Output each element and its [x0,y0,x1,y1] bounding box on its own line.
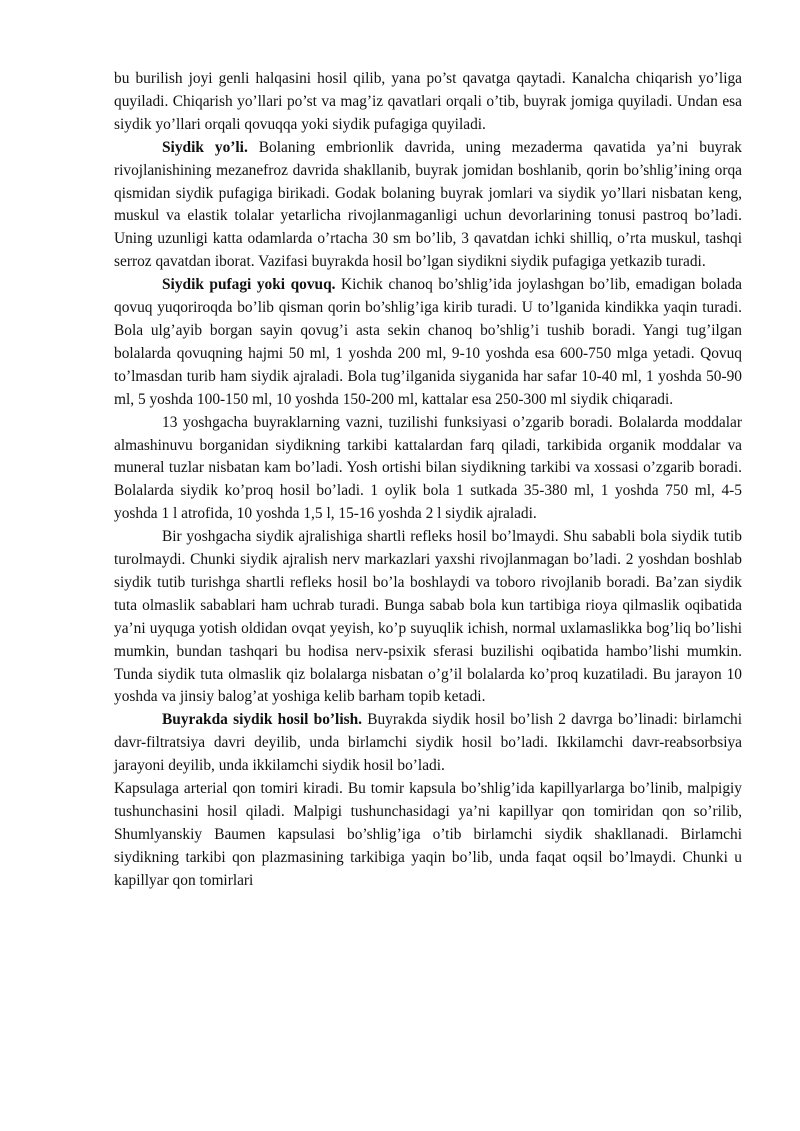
paragraph-buyraklar-vazni [114,412,742,527]
paragraph-text: 13 yoshgacha buyraklarning vazni, tuzilishi funksiyasi o’zgarib boradi. Bolalarda moddalar almashinuvu borganidan siydikning tarkibi kattalardan farq qiladi, tarkibida organik moddalar va muneral tuzlar nisbatan kam bo’ladi. Yosh ortishi bilan siydikning tarkibi va xossasi o’zgarib boradi. Bolalarda siydik ko’proq hosil bo’ladi. 1 oylik bola 1 sutkada 35-380 ml, 1 yoshda 750 ml, 4-5 yoshda 1 l atrofida, 10 yoshda 1,5 l, 15-16 yoshda 2 l siydik ajraladi. [114,413,742,523]
paragraph-siydik-hosil-bolish [114,709,742,778]
paragraph-shartli-refleks [114,526,742,709]
paragraph-kapsula [114,778,742,893]
paragraph-text: Bir yoshgacha siydik ajralishiga shartli refleks hosil bo’lmaydi. Shu sababli bola siydik tutib turolmaydi. Chunki siydik ajralish nerv markazlari yaxshi rivojlanmagan bo’ladi. 2 yoshdan boshlab siydik tutib turishga shartli refleks hosil bo’la boshlaydi va toboro rivojlanib boradi. Ba’zan siydik tuta olmaslik sabablari ham uchrab turadi. Bunga sabab bola kun tartibiga rioya qilmaslik oqibatida ya’ni uyquga yotish oldidan ovqat yeyish, ko’p suyuqlik ichish, normal uxlamaslikka bog’liq bo’lishi mumkin, bundan tashqari bu hodisa nerv-psixik sferasi buzilishi oqibatida hambo’lishi mumkin. Tunda siydik tuta olmaslik qiz bolalarga nisbatan o’g’il bolalarda ko’proq kuzatiladi. Bu jarayon 10 yoshda va jinsiy balog’at yoshiga kelib barham topib ketadi. [114,528,742,706]
paragraph-siydik-yoli [114,137,742,274]
paragraph-text: Buyrakda siydik hosil bo’lish 2 davrga bo’linadi: birlamchi davr-filtratsiya davri deyilib, unda birlamchi siydik hosil bo’ladi. Ikkilamchi davr-reabsorbsiya jarayoni deyilib, unda ikkilamchi siydik hosil bo’ladi. [114,711,742,775]
paragraph-text: Kichik chanoq bo’shlig’ida joylashgan bo’lib, emadigan bolada qovuq yuqoriroqda bo’lib qisman qorin bo’shlig’iga kirib turadi. U to’lganida kindikka yaqin turadi. Bola ulg’ayib borgan sayin qovug’i asta sekin chanoq bo’shlig’i tushib boradi. Yangi tug’ilgan bolalarda qovuqning hajmi 50 ml, 1 yoshda 200 ml, 9-10 yoshda esa 600-750 mlga yetadi. Qovuq to’lmasdan turib ham siydik ajraladi. Bola tug’ilganida siyganida har safar 10-40 ml, 1 yoshda 50-90 ml, 5 yoshda 100-150 ml, 10 yoshda 150-200 ml, kattalar esa 250-300 ml siydik chiqaradi. [114,276,742,408]
paragraph-siydik-pufagi [114,274,742,411]
section-heading-siydik-yoli: Siydik yo’li. [162,138,248,156]
paragraph-text: Kapsulaga arterial qon tomiri kiradi. Bu tomir kapsula bo’shlig’ida kapillyarlarga bo’linib, malpigiy tushunchasini hosil qiladi. Malpigi tushunchasidagi ya’ni kapillyar qon tomiridan qon so’rilib, Shumlyanskiy Baumen kapsulasi bo’shlig’iga o’tib birlamchi siydik shakllanadi. Birlamchi siydikning tarkibi qon plazmasining tarkibiga yaqin bo’lib, unda faqat oqsil bo’lmaydi. Chunki u kapillyar qon tomirlari [114,780,742,889]
paragraph-text: Bolaning embrionlik davrida, uning mezaderma qavatida ya’ni buyrak rivojlanishining mezanefroz davrida shakllanib, buyrak jomidan boshlanib, qorin bo’shlig’ining orqa qismidan siydik pufagiga birikadi. Godak bolaning buyrak jomlari va siydik yo’llari nisbatan keng, muskul va elastik tolalar yetarlicha rivojlanmaganligi uchun devorlarining tonusi pastroq bo’ladi. Uning uzunligi katta odamlarda o’rtacha 30 sm bo’lib, 3 qavatdan ichki shilliq, o’rta muskul, tashqi serroz qavatdan iborat. Vazifasi buyrakda hosil bo’lgan siydikni siydik pufagiga yetkazib turadi. [114,138,742,271]
section-heading-siydik-hosil-bolish: Buyrakda siydik hosil bo’lish. [162,711,362,729]
document-page [114,68,742,893]
paragraph-kanalcha [114,68,742,137]
paragraph-text: bu burilish joyi genli halqasini hosil qilib, yana po’st qavatga qaytadi. Kanalcha chiqarish yo’liga quyiladi. Chiqarish yo’llari po’st va mag’iz qavatlari orqali o’tib, buyrak jomiga quyiladi. Undan esa siydik yo’llari orqali qovuqqa yoki siydik pufagiga quyiladi. [114,70,742,133]
section-heading-siydik-pufagi: Siydik pufagi yoki qovuq. [162,276,336,294]
